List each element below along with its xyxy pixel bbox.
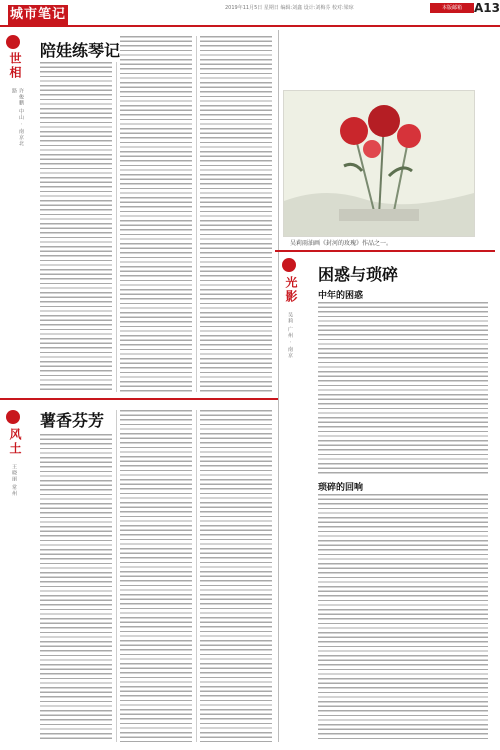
column-divider (196, 410, 197, 742)
article-body-1-col2 (120, 36, 192, 392)
article-body-1-col3 (200, 36, 272, 392)
column-author-right: 吴莉 广州 · 南京 (287, 312, 293, 359)
section-rule (0, 398, 278, 400)
page-number: A13 (474, 1, 500, 15)
column-icon (6, 35, 20, 49)
column-label-left: 世相 (8, 52, 22, 80)
article-title-2: 困惑与琐碎 (318, 265, 399, 284)
article-body-1-col1 (40, 62, 112, 392)
artwork-image (283, 90, 475, 237)
article-body-2b (318, 494, 488, 742)
article-body-3-col2 (120, 410, 192, 742)
column-icon (6, 410, 20, 424)
page-badge: 本版邮箱 (430, 3, 474, 13)
column-divider (116, 410, 117, 742)
column-author-left: 许俊鹏 中山 · 南京北路 (11, 88, 24, 147)
column-divider (116, 62, 117, 392)
article-subtitle-2b: 琐碎的回响 (318, 483, 364, 493)
article-body-3-col3 (200, 410, 272, 742)
article-body-3-col1 (40, 434, 112, 742)
article-body-2a (318, 302, 488, 474)
header-rule (0, 25, 500, 27)
column-label-bottom: 风土 (8, 428, 22, 456)
column-divider (196, 36, 197, 392)
section-divider (278, 30, 279, 742)
column-icon (282, 258, 296, 272)
column-author-bottom: 王晓丽 常州 (11, 464, 17, 497)
article-subtitle-2a: 中年的困惑 (318, 291, 364, 301)
section-logo: 城市笔记 (8, 5, 68, 25)
page-header (0, 0, 500, 28)
dateline: 2019年11月5日 星期日 编辑:刘鑫 设计:刘梅芬 校对:梁琼 (225, 5, 354, 11)
article-title-3: 薯香芬芳 (40, 411, 105, 430)
section-rule (275, 250, 495, 252)
column-label-right: 光影 (284, 276, 298, 304)
article-title-1: 陪娃练琴记 (40, 41, 121, 60)
artwork-caption: 吴莉雨油画《封河的玫瑰》作品之一。 (290, 240, 393, 247)
